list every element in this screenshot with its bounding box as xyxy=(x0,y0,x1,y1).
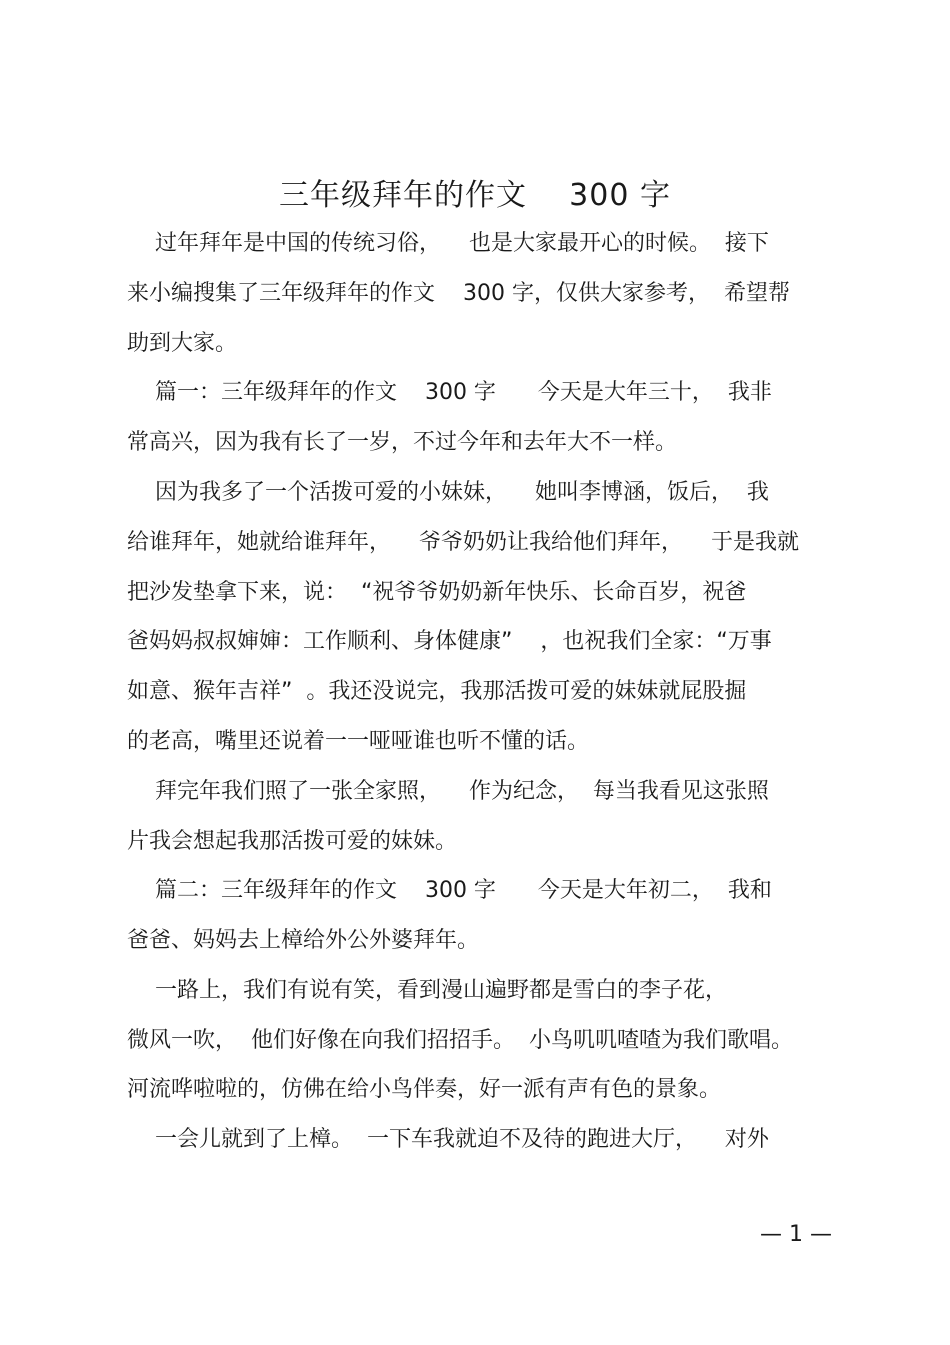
text-line: 来小编搜集了三年级拜年的作文 300 字，仅供大家参考， 希望帮 xyxy=(127,281,790,306)
page-number: — 1 — xyxy=(760,1222,832,1247)
text-line: 助到大家。 xyxy=(127,331,238,356)
text-line: 微风一吹， 他们好像在向我们招招手。 小鸟叽叽喳喳为我们歌唱。 xyxy=(127,1028,793,1053)
document-title: 三年级拜年的作文 300 字 xyxy=(279,178,671,213)
text-line: 如意、猴年吉祥” 。我还没说完，我那活拨可爱的妹妹就屁股掘 xyxy=(127,679,747,704)
text-line: 的老高，嘴里还说着一一哑哑谁也听不懂的话。 xyxy=(127,729,590,754)
text-line: 过年拜年是中国的传统习俗， 也是大家最开心的时候。 接下 xyxy=(127,231,769,256)
text-line: 篇二：三年级拜年的作文 300 字 今天是大年初二， 我和 xyxy=(127,878,772,903)
text-line: 因为我多了一个活拨可爱的小妹妹， 她叫李博涵，饭后， 我 xyxy=(127,480,769,505)
text-line: 爸爸、妈妈去上樟给外公外婆拜年。 xyxy=(127,928,480,953)
text-line: 常高兴，因为我有长了一岁，不过今年和去年大不一样。 xyxy=(127,430,678,455)
text-line: 一路上，我们有说有笑，看到漫山遍野都是雪白的李子花， xyxy=(127,978,727,1003)
text-line: 河流哗啦啦的，仿佛在给小鸟伴奏，好一派有声有色的景象。 xyxy=(127,1077,722,1102)
text-line: 一会儿就到了上樟。 一下车我就迫不及待的跑进大厅， 对外 xyxy=(127,1127,769,1152)
text-line: 篇一：三年级拜年的作文 300 字 今天是大年三十， 我非 xyxy=(127,380,772,405)
text-line: 拜完年我们照了一张全家照， 作为纪念， 每当我看见这张照 xyxy=(127,779,769,804)
text-line: 爸妈妈叔叔婶婶：工作顺利、身体健康” ，也祝我们全家：“万事 xyxy=(127,629,772,654)
text-line: 片我会想起我那活拨可爱的妹妹。 xyxy=(127,829,458,854)
text-line: 给谁拜年，她就给谁拜年， 爷爷奶奶让我给他们拜年， 于是我就 xyxy=(127,530,799,555)
text-line: 把沙发垫拿下来，说： “祝爷爷奶奶新年快乐、长命百岁，祝爸 xyxy=(127,580,747,605)
